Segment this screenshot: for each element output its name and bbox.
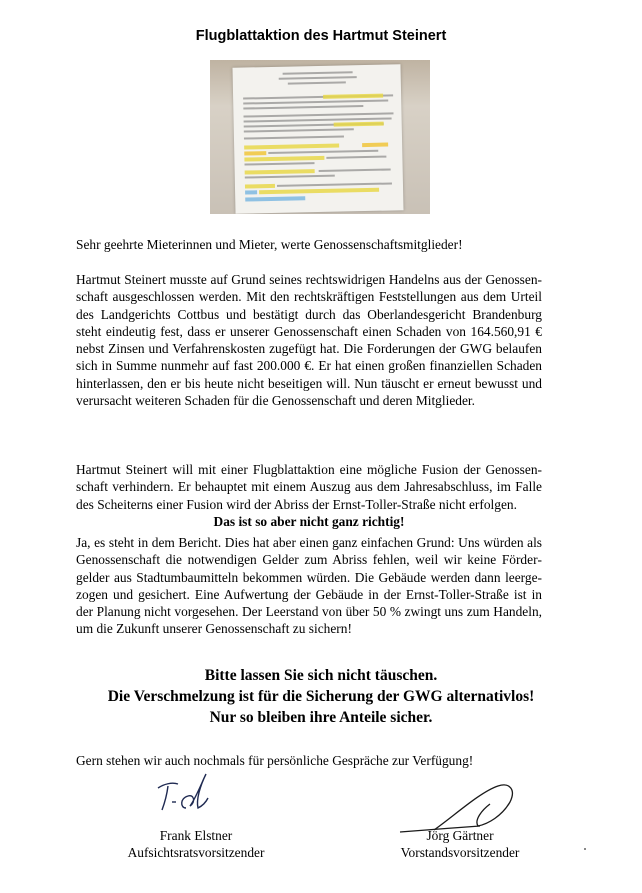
salutation-text: Sehr geehrte Mieterinnen und Mieter, werte Genossenschaftsmitglieder! <box>76 237 463 252</box>
paragraph-2 <box>76 461 542 530</box>
paragraph-2-emphasis: Das ist so aber nicht ganz richtig! <box>213 513 405 529</box>
paragraph-1 <box>76 271 542 409</box>
appeal-line-1: Bitte lassen Sie sich nicht täuschen. <box>204 667 438 684</box>
paragraph-1-text: Hartmut Steinert musste auf Grund seines rechtswidrigen Handelns aus der Genossenschaft ausgeschlossen werden. Mit den rechtskräftigen Feststellungen aus dem Urteil des Landgerichts Cottbus und bestätigt durch das Oberlandesgericht Brandenburg steht eindeutig fest, dass er unserer Genossenschaft einen Schaden von 164.560,91 € nebst Zinsen und Verfahrenskosten zugefügt hat. Die Forderungen der GWG belaufen sich in Summe nunmehr auf fast 200.000 €. Er hat einen großen finanziellen Schaden hinterlassen, den er bis heute nicht beseitigen will. Nun täuscht er erneut bewusst und verursacht weiteren Schaden für die Genossenschaft und deren Mitglieder. <box>76 272 542 409</box>
closing-text: Gern stehen wir auch nochmals für persönliche Gespräche zur Verfügung! <box>76 753 474 768</box>
signatory-2 <box>360 827 560 861</box>
signatory-2-name: Jörg Gärtner <box>426 828 494 843</box>
signatory-1-name: Frank Elstner <box>159 828 233 843</box>
page-title: Flugblattaktion des Hartmut Steinert <box>195 28 447 44</box>
paragraph-3-text: Ja, es steht in dem Bericht. Dies hat aber einen ganz einfachen Grund: Uns würden als Genossenschaft die notwendigen Gelder zum Abriss fehlen, weil wir keine Fördergelder aus Stadtumbaumitteln bekommen würden. Die Gebäude werden dann leergezogen und gesichert. Eine Aufwertung der Gebäude in der Ernst-Toller-Straße ist in der Planung nicht vorgesehen. Der Leerstand von über 50 % zwingt uns zum Handeln, um die Zukunft unserer Genossenschaft zu sichern! <box>76 535 542 637</box>
document-photo <box>210 60 430 214</box>
appeal-line-3: Nur so bleiben ihre Anteile sicher. <box>209 709 433 726</box>
closing <box>76 752 542 769</box>
signatory-1 <box>96 827 296 861</box>
appeal-block <box>40 665 602 728</box>
salutation <box>76 236 542 253</box>
signatory-1-role: Aufsichtsratsvorsitzender <box>127 845 265 860</box>
paragraph-2-text: Hartmut Steinert will mit einer Flugblattaktion eine mögliche Fusion der Genossenschaft verhindern. Er behauptet mit einem Auszug aus dem Jahresabschluss, im Falle des Scheiterns einer Fusion wird der Abriss der Ernst-Toller-Straße nicht erfolgen. <box>76 462 542 512</box>
photographed-sheet <box>232 64 403 213</box>
scan-speck <box>584 848 586 850</box>
signatory-2-role: Vorstandsvorsitzender <box>400 845 520 860</box>
appeal-line-2: Die Verschmelzung ist für die Sicherung der GWG alternativlos! <box>107 688 535 705</box>
signature-frank-elstner <box>150 768 220 820</box>
paragraph-3 <box>76 534 542 638</box>
